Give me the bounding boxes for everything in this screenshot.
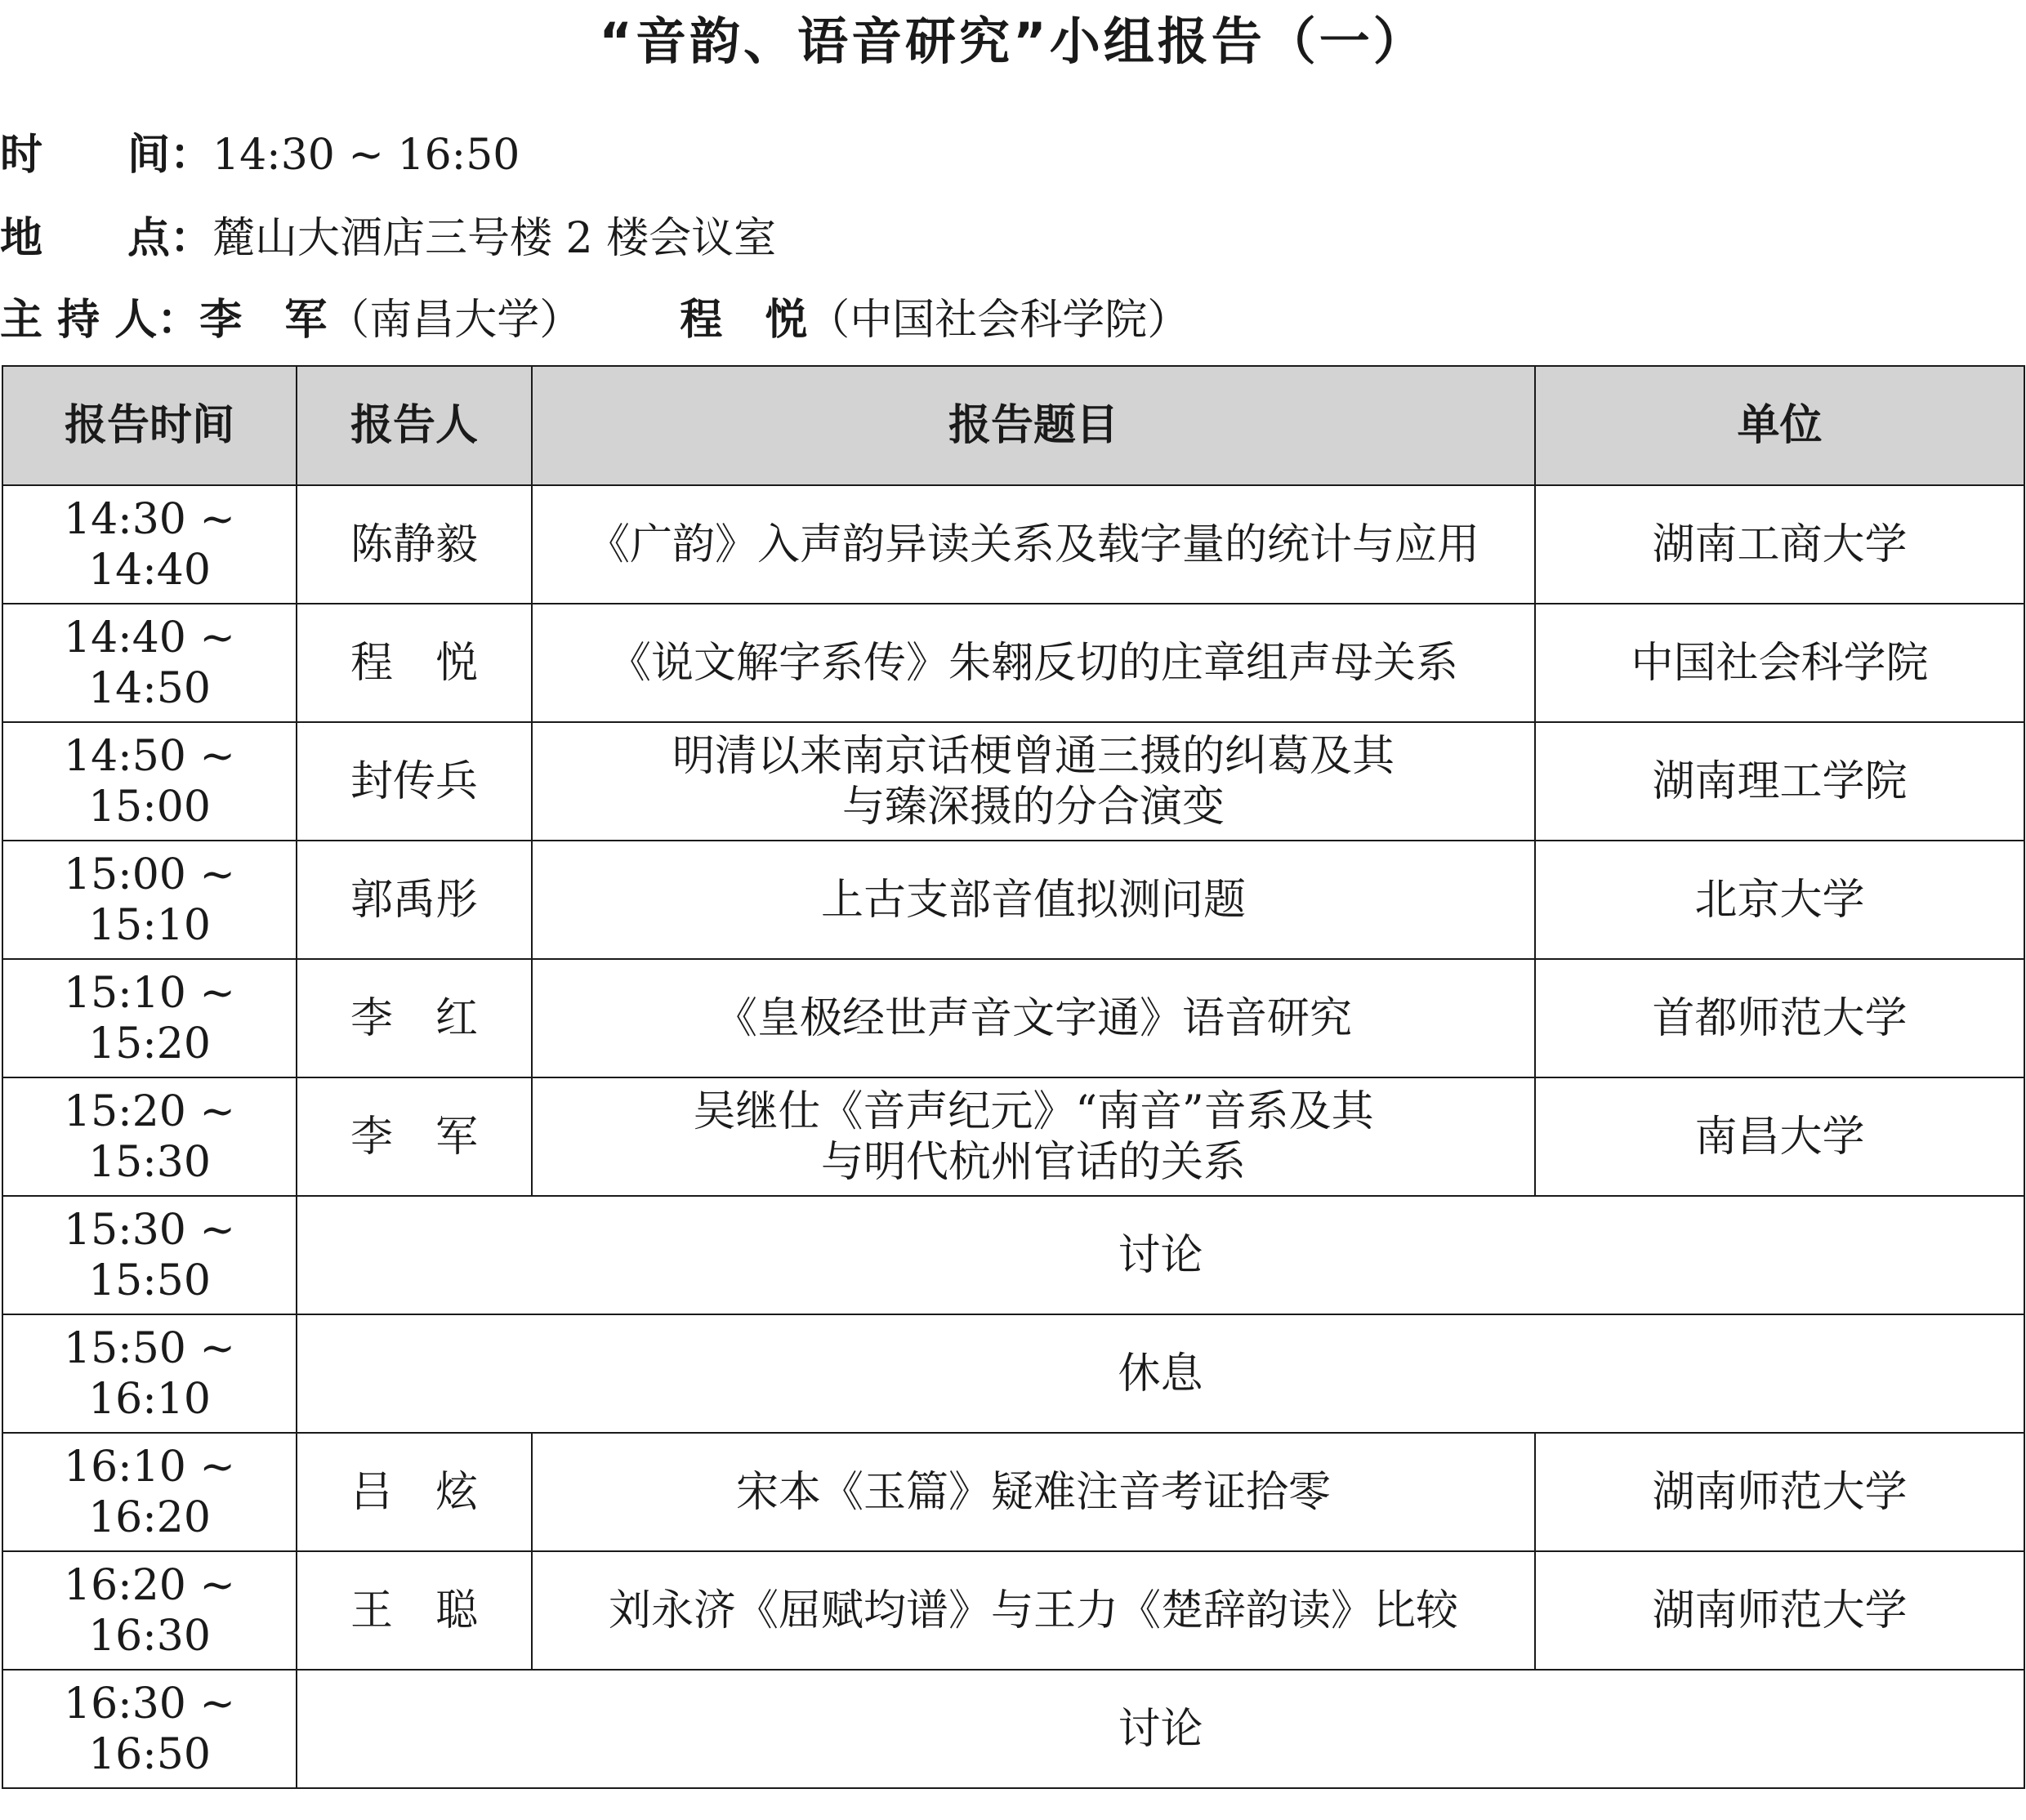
header-topic: 报告题目	[532, 366, 1535, 485]
info-time-row	[0, 123, 520, 188]
table-row	[2, 1551, 2024, 1670]
host1-name: 李 军	[199, 296, 328, 345]
topic-line: 吴继仕《音声纪元》“南音”音系及其	[693, 1086, 1374, 1136]
table-row	[2, 1077, 2024, 1196]
header-speaker: 报告人	[297, 366, 532, 485]
table-header-row	[2, 366, 2024, 485]
table-row	[2, 604, 2024, 722]
info-host-row	[0, 288, 1189, 353]
host2-org: （中国社会科学院）	[807, 296, 1190, 345]
table-row	[2, 485, 2024, 604]
schedule-table	[2, 365, 2025, 1789]
break-cell: 休息	[297, 1314, 2024, 1433]
host-label: 主 持 人：	[0, 296, 200, 345]
topic-cell: 上古支部音值拟测问题	[532, 841, 1535, 959]
table-row	[2, 1433, 2024, 1551]
time-cell: 16:30 ~ 16:50	[2, 1670, 297, 1788]
speaker-cell: 陈静毅	[297, 485, 532, 604]
discussion-cell: 讨论	[297, 1670, 2024, 1788]
speaker-cell: 李 军	[297, 1077, 532, 1196]
time-label: 时 间：	[0, 131, 213, 180]
topic-cell	[532, 722, 1535, 841]
time-cell: 15:30 ~ 15:50	[2, 1196, 297, 1314]
host2-name: 程 悦	[680, 296, 808, 345]
time-cell: 14:50 ~ 15:00	[2, 722, 297, 841]
table-row	[2, 1314, 2024, 1433]
time-cell: 14:30 ~ 14:40	[2, 485, 297, 604]
place-value: 麓山大酒店三号楼 2 楼会议室	[212, 214, 777, 263]
org-cell: 南昌大学	[1535, 1077, 2024, 1196]
host1-org: （南昌大学）	[327, 296, 582, 345]
org-cell: 湖南理工学院	[1535, 722, 2024, 841]
time-cell: 15:20 ~ 15:30	[2, 1077, 297, 1196]
speaker-cell: 郭禹彤	[297, 841, 532, 959]
org-cell: 湖南工商大学	[1535, 485, 2024, 604]
header-time: 报告时间	[2, 366, 297, 485]
speaker-cell: 程 悦	[297, 604, 532, 722]
org-cell: 湖南师范大学	[1535, 1433, 2024, 1551]
topic-line: 明清以来南京话梗曾通三摄的纠葛及其	[672, 731, 1395, 781]
topic-cell: 《广韵》入声韵异读关系及载字量的统计与应用	[532, 485, 1535, 604]
page-title: “音韵、语音研究”小组报告（一）	[599, 11, 1427, 71]
discussion-cell: 讨论	[297, 1196, 2024, 1314]
time-cell: 15:50 ~ 16:10	[2, 1314, 297, 1433]
topic-line: 与明代杭州官话的关系	[820, 1137, 1246, 1187]
topic-cell: 《说文解字系传》朱翱反切的庄章组声母关系	[532, 604, 1535, 722]
table-row	[2, 1196, 2024, 1314]
topic-cell: 《皇极经世声音文字通》语音研究	[532, 959, 1535, 1077]
org-cell: 湖南师范大学	[1535, 1551, 2024, 1670]
place-label: 地 点：	[0, 214, 213, 263]
speaker-cell: 王 聪	[297, 1551, 532, 1670]
speaker-cell: 吕 炫	[297, 1433, 532, 1551]
time-cell: 14:40 ~ 14:50	[2, 604, 297, 722]
info-place-row	[0, 206, 776, 271]
time-cell: 15:10 ~ 15:20	[2, 959, 297, 1077]
table-row	[2, 722, 2024, 841]
speaker-cell: 李 红	[297, 959, 532, 1077]
org-cell: 首都师范大学	[1535, 959, 2024, 1077]
time-value: 14:30 ~ 16:50	[212, 131, 520, 180]
header-org: 单位	[1535, 366, 2024, 485]
time-cell: 15:00 ~ 15:10	[2, 841, 297, 959]
topic-cell	[532, 1077, 1535, 1196]
speaker-cell: 封传兵	[297, 722, 532, 841]
time-cell: 16:10 ~ 16:20	[2, 1433, 297, 1551]
table-row	[2, 959, 2024, 1077]
topic-line: 与臻深摄的分合演变	[841, 782, 1225, 832]
org-cell: 北京大学	[1535, 841, 2024, 959]
topic-cell: 刘永济《屈赋均谱》与王力《楚辞韵读》比较	[532, 1551, 1535, 1670]
table-row	[2, 1670, 2024, 1788]
time-cell: 16:20 ~ 16:30	[2, 1551, 297, 1670]
org-cell: 中国社会科学院	[1535, 604, 2024, 722]
table-row	[2, 841, 2024, 959]
topic-cell: 宋本《玉篇》疑难注音考证拾零	[532, 1433, 1535, 1551]
